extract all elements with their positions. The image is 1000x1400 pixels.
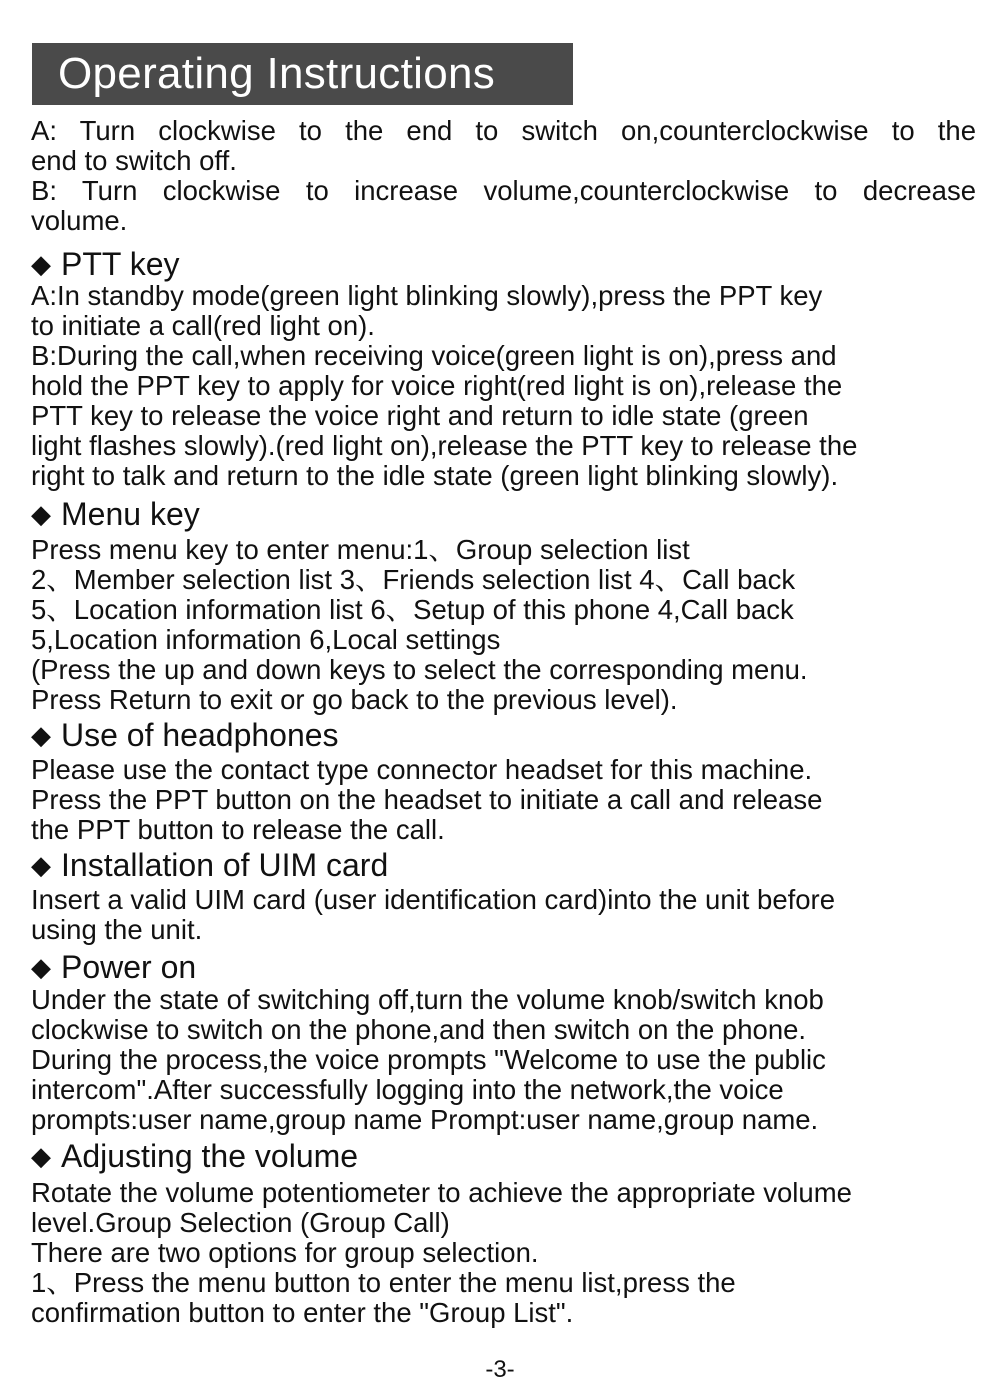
text-line: B:During the call,when receiving voice(green light is on),press and	[31, 340, 837, 371]
text-line: PTT key to release the voice right and return to idle state (green	[31, 400, 809, 431]
text-line: light flashes slowly).(red light on),release the PTT key to release the	[31, 430, 858, 461]
text-line: There are two options for group selection.	[31, 1237, 539, 1268]
text-line: B: Turn clockwise to increase volume,counterclockwise to decrease	[31, 175, 976, 206]
diamond-bullet-icon: ◆	[31, 1141, 51, 1171]
section-heading-power-on	[31, 949, 196, 985]
section-body-power-on	[31, 985, 976, 1135]
text-line: Press Return to exit or go back to the previous level).	[31, 684, 678, 715]
text-line: 1、Press the menu button to enter the menu list,press the	[31, 1267, 736, 1298]
text-line: prompts:user name,group name Prompt:user name,group name.	[31, 1104, 819, 1135]
text-line: the PPT button to release the call.	[31, 814, 445, 845]
page-number: -3-	[485, 1356, 515, 1383]
text-line: level.Group Selection (Group Call)	[31, 1207, 450, 1238]
text-line: Press menu key to enter menu:1、Group selection list	[31, 534, 690, 565]
diamond-bullet-icon: ◆	[31, 720, 51, 750]
page-title: Operating Instructions	[32, 43, 573, 105]
section-heading-use-of-headphones	[31, 717, 339, 753]
text-line: intercom".After successfully logging into the network,the voice	[31, 1074, 784, 1105]
section-body-installation-of-uim-card	[31, 885, 976, 945]
text-line: to initiate a call(red light on).	[31, 310, 375, 341]
text-line: Press the PPT button on the headset to initiate a call and release	[31, 784, 823, 815]
text-line: 2、Member selection list 3、Friends selection list 4、Call back	[31, 564, 796, 595]
text-line: A: Turn clockwise to the end to switch on,counterclockwise to the	[31, 115, 976, 146]
text-line: right to talk and return to the idle state (green light blinking slowly).	[31, 460, 839, 491]
section-heading-adjusting-the-volume	[31, 1138, 358, 1174]
section-heading-ptt-key	[31, 246, 180, 282]
section-heading-label: Power on	[61, 949, 197, 985]
text-line: end to switch off.	[31, 145, 237, 176]
text-line: confirmation button to enter the "Group List".	[31, 1297, 574, 1328]
text-line: During the process,the voice prompts "Welcome to use the public	[31, 1044, 826, 1075]
section-heading-label: PTT key	[61, 246, 180, 282]
section-body-use-of-headphones	[31, 755, 976, 845]
text-line: Insert a valid UIM card (user identification card)into the unit before	[31, 884, 835, 915]
section-heading-label: Installation of UIM card	[61, 847, 389, 883]
text-line: 5、Location information list 6、Setup of this phone 4,Call back	[31, 594, 794, 625]
diamond-bullet-icon: ◆	[31, 850, 51, 880]
text-line: Rotate the volume potentiometer to achieve the appropriate volume	[31, 1177, 852, 1208]
section-heading-label: Use of headphones	[61, 717, 339, 753]
text-line: using the unit.	[31, 914, 203, 945]
section-heading-installation-of-uim-card	[31, 847, 388, 883]
text-line: (Press the up and down keys to select the corresponding menu.	[31, 654, 808, 685]
section-heading-label: Adjusting the volume	[61, 1138, 359, 1174]
section-body-menu-key	[31, 535, 976, 715]
text-line: volume.	[31, 205, 128, 236]
intro-paragraph	[31, 116, 976, 236]
text-line: clockwise to switch on the phone,and then switch on the phone.	[31, 1014, 807, 1045]
text-line: Please use the contact type connector headset for this machine.	[31, 754, 813, 785]
diamond-bullet-icon: ◆	[31, 499, 51, 529]
section-body-ptt-key	[31, 281, 976, 491]
diamond-bullet-icon: ◆	[31, 952, 51, 982]
text-line: 5,Location information 6,Local settings	[31, 624, 501, 655]
text-line: Under the state of switching off,turn the volume knob/switch knob	[31, 984, 824, 1015]
section-body-adjusting-the-volume	[31, 1178, 976, 1328]
section-heading-label: Menu key	[61, 496, 200, 532]
diamond-bullet-icon: ◆	[31, 249, 51, 279]
text-line: hold the PPT key to apply for voice right(red light is on),release the	[31, 370, 843, 401]
text-line: A:In standby mode(green light blinking slowly),press the PPT key	[31, 280, 823, 311]
section-heading-menu-key	[31, 496, 200, 532]
